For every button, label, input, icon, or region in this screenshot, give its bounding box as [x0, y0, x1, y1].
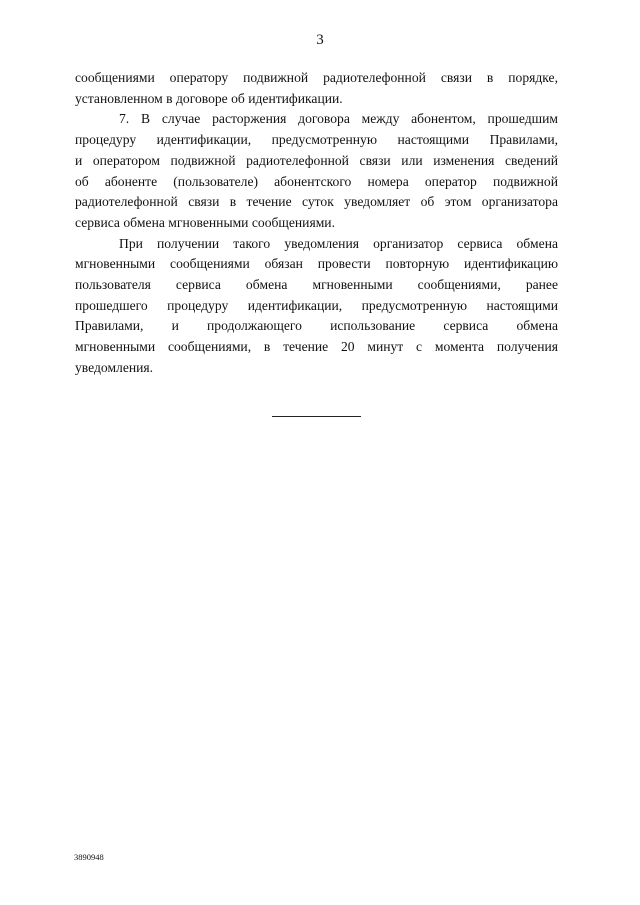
closing-rule	[272, 416, 361, 417]
text-line: об абоненте (пользователе) абонентского номера оператор подвижной	[75, 173, 558, 189]
text-line: Правилами, и продолжающего использование сервиса обмена	[75, 318, 558, 334]
text-line: пользователя сервиса обмена мгновенными сообщениями, ранее	[75, 277, 558, 293]
paragraph	[75, 68, 558, 109]
paragraph	[75, 109, 558, 233]
document-body	[75, 68, 558, 379]
paragraph	[75, 234, 558, 379]
text-line: и оператором подвижной радиотелефонной связи или изменения сведений	[75, 152, 558, 168]
text-line: радиотелефонной связи в течение суток уведомляет об этом организатора	[75, 194, 558, 210]
text-line: сервиса обмена мгновенными сообщениями.	[75, 214, 335, 230]
text-line: мгновенными сообщениями, в течение 20 минут с момента получения	[75, 339, 558, 355]
text-line: 7. В случае расторжения договора между абонентом, прошедшим	[119, 111, 558, 127]
text-line: установленном в договоре об идентификации.	[75, 90, 343, 106]
text-line: мгновенными сообщениями обязан провести повторную идентификацию	[75, 256, 558, 272]
page-number: 3	[316, 32, 324, 48]
text-line: процедуру идентификации, предусмотренную настоящими Правилами,	[75, 132, 558, 148]
text-line: уведомления.	[75, 359, 154, 375]
text-line: сообщениями оператору подвижной радиотелефонной связи в порядке,	[75, 70, 558, 85]
text-line: При получении такого уведомления организатор сервиса обмена	[119, 235, 558, 251]
text-line: прошедшего процедуру идентификации, предусмотренную настоящими	[75, 297, 558, 313]
document-code: 3890948	[74, 852, 104, 862]
